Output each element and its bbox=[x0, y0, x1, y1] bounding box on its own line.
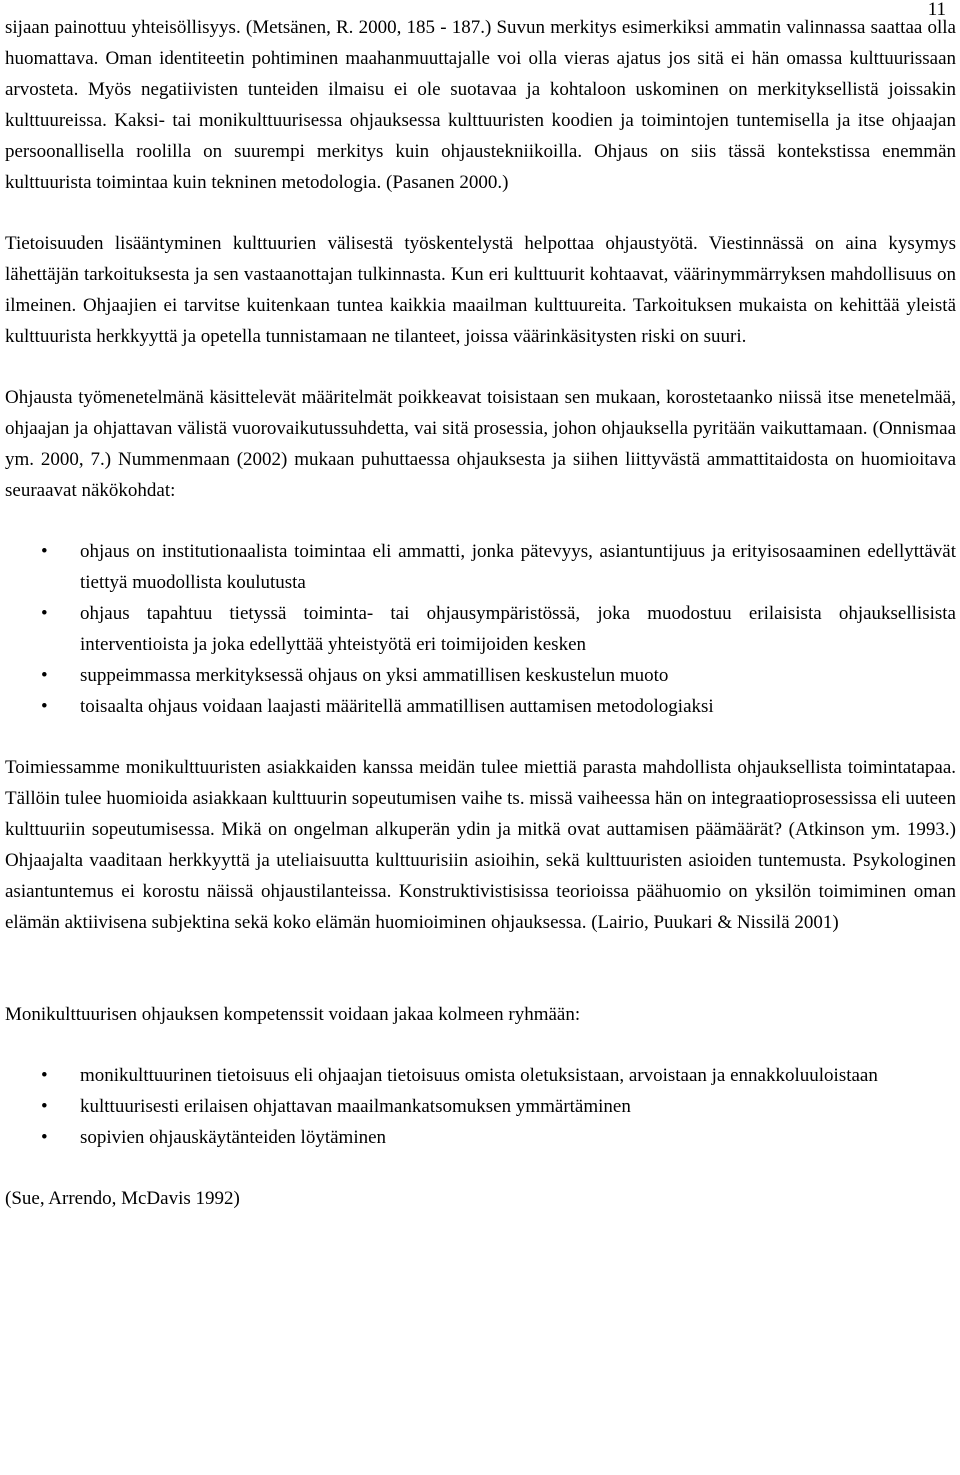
list-item-text: monikulttuurinen tietoisuus eli ohjaajan tietoisuus omista oletuksistaan, arvoistaan ja ennakkoluuloistaan bbox=[80, 1065, 878, 1086]
bullet-icon: • bbox=[41, 696, 48, 717]
bullet-icon: • bbox=[41, 603, 48, 624]
list-item-text: kulttuurisesti erilaisen ohjattavan maailmankatsomuksen ymmärtäminen bbox=[80, 1096, 631, 1117]
paragraph-1: sijaan painottuu yhteisöllisyys. (Metsänen, R. 2000, 185 - 187.) Suvun merkitys esimerkiksi ammatin valinnassa saattaa olla huomattava. Oman identiteetin pohtiminen maahanmuuttajalle voi olla vieras ajatus jos sitä ei hän omassa kulttuurissaan arvosteta. Myös negatiivisten tunteiden ilmaisu ei ole suotavaa ja kohtaloon uskominen on merkityksellistä joissakin kulttuureissa. Kaksi- tai monikulttuurisessa ohjauksessa kulttuuristen koodien ja toimintojen tuntemisella ja itse ohjaajan persoonallisella roolilla on suurempi merkitys kuin ohjaustekniikoilla. Ohjaus on siis tässä kontekstissa enemmän kulttuurista toimintaa kuin tekninen metodologia. (Pasanen 2000.) bbox=[5, 17, 956, 193]
list-item-text: suppeimmassa merkityksessä ohjaus on yksi ammatillisen keskustelun muoto bbox=[80, 665, 669, 686]
list-item-text: toisaalta ohjaus voidaan laajasti määritellä ammatillisen auttamisen metodologiaksi bbox=[80, 696, 714, 717]
list-item-text: ohjaus on institutionaalista toimintaa eli ammatti, jonka pätevyys, asiantuntijuus ja erityisosaaminen edellyttävät tiettyä muodollista koulutusta bbox=[80, 541, 956, 593]
paragraph-3: Ohjausta työmenetelmänä käsittelevät määritelmät poikkeavat toisistaan sen mukaan, korostetaanko niissä itse menetelmää, ohjaajan ja ohjattavan välistä vuorovaikutussuhdetta, vai sitä prosessia, johon ohjauksella pyritään vaikuttamaan. (Onnismaa ym. 2000, 7.) Nummenmaan (2002) mukaan puhuttaessa ohjauksesta ja siihen liittyvästä ammattitaidosta on huomioitava seuraavat näkökohdat: bbox=[5, 387, 956, 501]
paragraph-5: Monikulttuurisen ohjauksen kompetenssit voidaan jakaa kolmeen ryhmään: bbox=[5, 1004, 581, 1025]
list-item bbox=[5, 691, 956, 722]
bullet-list-competences bbox=[5, 1060, 956, 1153]
list-item-text: sopivien ohjauskäytänteiden löytäminen bbox=[80, 1127, 387, 1148]
list-item-text: ohjaus tapahtuu tietyssä toiminta- tai ohjausympäristössä, joka muodostuu erilaisista ohjauksellisista interventioista ja joka edellyttää yhteistyötä eri toimijoiden kesken bbox=[80, 603, 956, 655]
paragraph-4: Toimiessamme monikulttuuristen asiakkaiden kanssa meidän tulee miettiä parasta mahdollista ohjauksellista toimintatapaa. Tällöin tulee huomioida asiakkaan kulttuurin sopeutumisen vaihe ts. missä vaiheessa hän on integraatioprosessissa eli uuteen kulttuuriin sopeutumisessa. Mikä on ongelman alkuperän ydin ja mitkä ovat auttamisen päämäärät? (Atkinson ym. 1993.) Ohjaajalta vaaditaan herkkyyttä ja uteliaisuutta kulttuurisiin asioihin, sekä kulttuuristen asioiden tuntemusta. Psykologinen asiantuntemus ei korostu näissä ohjaustilanteissa. Konstruktivistisissa teorioissa päähuomio on yksilön toimiminen oman elämän aktiivisena subjektina sekä koko elämän huomioiminen ohjauksessa. (Lairio, Puukari & Nissilä 2001) bbox=[5, 757, 956, 933]
list-item bbox=[5, 1091, 956, 1122]
paragraph-2: Tietoisuuden lisääntyminen kulttuurien välisestä työskentelystä helpottaa ohjaustyötä. Viestinnässä on aina kysymys lähettäjän tarkoituksesta ja sen vastaanottajan tulkinnasta. Kun eri kulttuurit kohtaavat, väärinymmärryksen mahdollisuus on ilmeinen. Ohjaajien ei tarvitse kuitenkaan tuntea kaikkia maailman kulttuureita. Tarkoituksen mukaista on kehittää yleistä kulttuurista herkkyyttä ja opetella tunnistamaan ne tilanteet, joissa väärinkäsitysten riski on suuri. bbox=[5, 233, 956, 347]
list-item bbox=[5, 598, 956, 660]
bullet-icon: • bbox=[41, 665, 48, 686]
bullet-list-aspects bbox=[5, 536, 956, 722]
document-body bbox=[5, 12, 956, 1214]
list-item bbox=[5, 660, 956, 691]
list-item bbox=[5, 1122, 956, 1153]
list-item bbox=[5, 1060, 956, 1091]
bullet-icon: • bbox=[41, 1065, 48, 1086]
citation: (Sue, Arrendo, McDavis 1992) bbox=[5, 1188, 240, 1209]
bullet-icon: • bbox=[41, 541, 48, 562]
page-number: 11 bbox=[927, 0, 946, 20]
list-item bbox=[5, 536, 956, 598]
bullet-icon: • bbox=[41, 1127, 48, 1148]
bullet-icon: • bbox=[41, 1096, 48, 1117]
